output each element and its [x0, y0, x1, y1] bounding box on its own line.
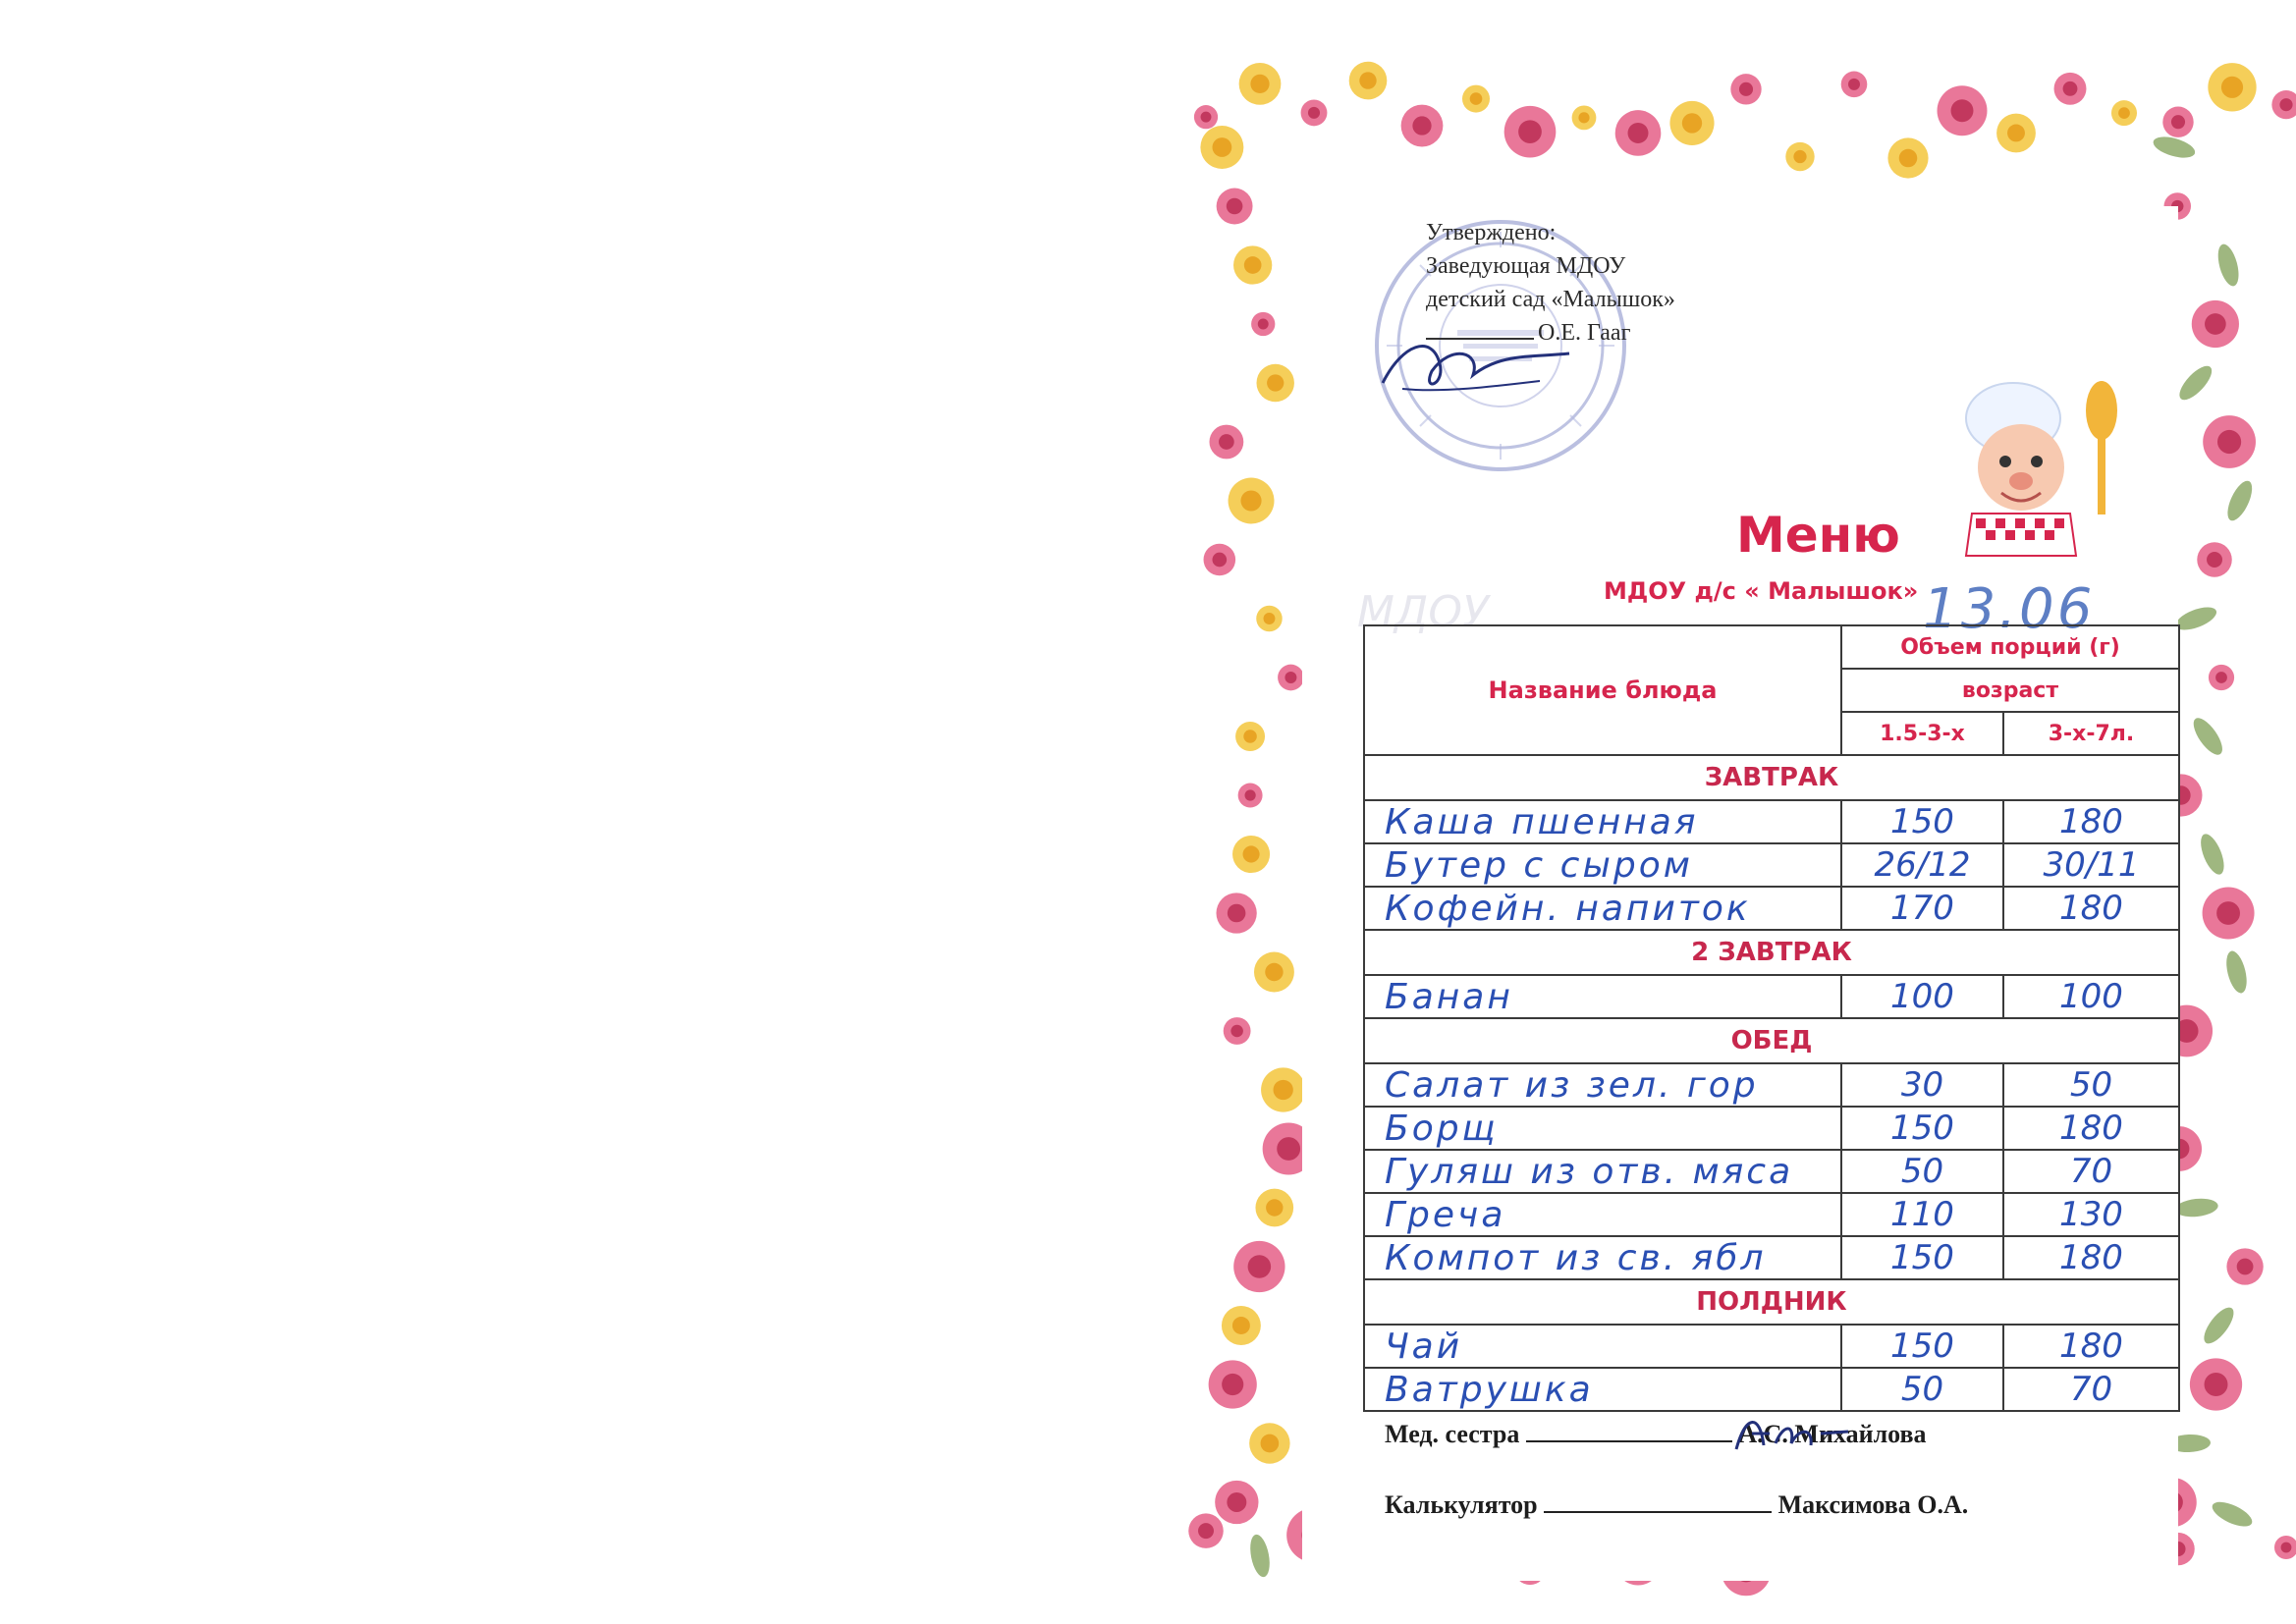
flower-motif	[1233, 1241, 1285, 1292]
approval-name: О.Е. Гааг	[1538, 320, 1631, 346]
portion-young: 150	[1841, 1325, 2003, 1368]
flower-motif	[1217, 189, 1253, 225]
flower-motif	[1669, 101, 1714, 145]
portion-young: 30	[1841, 1063, 2003, 1107]
handwritten-date: 13.06	[1923, 577, 2096, 641]
flower-motif	[1256, 364, 1293, 402]
flower-motif	[1256, 606, 1282, 631]
header-age-col2: 3-х-7л.	[2003, 712, 2179, 755]
dish-name: Салат из зел. гор	[1364, 1063, 1841, 1107]
dish-row	[1364, 1063, 2179, 1107]
portion-older: 130	[2003, 1193, 2179, 1236]
flower-motif	[2190, 1358, 2242, 1410]
portion-young: 150	[1841, 1107, 2003, 1150]
dish-name: Ватрушка	[1364, 1368, 1841, 1411]
flower-motif	[1233, 245, 1272, 284]
dish-row	[1364, 843, 2179, 887]
dish-name: Гуляш из отв. мяса	[1364, 1150, 1841, 1193]
flower-motif	[2208, 63, 2256, 111]
portion-older: 180	[2003, 1325, 2179, 1368]
portion-young: 170	[1841, 887, 2003, 930]
section-row	[1364, 1018, 2179, 1063]
section-title: 2 ЗАВТРАК	[1364, 930, 2179, 975]
flower-motif	[1996, 114, 2036, 153]
flower-motif	[1224, 1017, 1251, 1045]
flower-motif	[2214, 242, 2243, 288]
flower-motif	[1462, 85, 1490, 113]
header-volume: Объем порций (г)	[1841, 625, 2179, 669]
flower-motif	[1261, 1067, 1305, 1111]
flower-motif	[1251, 312, 1275, 336]
section-title: ПОЛДНИК	[1364, 1279, 2179, 1325]
chef-illustration	[1942, 371, 2139, 558]
calc-role: Калькулятор	[1385, 1490, 1538, 1519]
dish-name: Чай	[1364, 1325, 1841, 1368]
flower-motif	[1216, 893, 1256, 933]
dish-row	[1364, 1193, 2179, 1236]
flower-motif	[1615, 110, 1662, 156]
portion-older: 70	[2003, 1150, 2179, 1193]
flower-motif	[1194, 105, 1218, 129]
header-row-1	[1364, 625, 2179, 669]
section-row	[1364, 930, 2179, 975]
dish-name: Кофейн. напиток	[1364, 887, 1841, 930]
flower-motif	[1254, 952, 1294, 993]
dish-row	[1364, 1236, 2179, 1279]
dish-name: Греча	[1364, 1193, 1841, 1236]
portion-older: 180	[2003, 887, 2179, 930]
flower-motif	[1572, 105, 1597, 130]
flower-motif	[1209, 425, 1243, 460]
menu-title: Меню	[1736, 507, 1900, 564]
section-row	[1364, 755, 2179, 800]
section-title: ОБЕД	[1364, 1018, 2179, 1063]
dish-row	[1364, 1107, 2179, 1150]
flower-motif	[1209, 1360, 1257, 1408]
calc-signature-line	[1544, 1511, 1772, 1513]
nurse-role: Мед. сестра	[1385, 1420, 1520, 1448]
flower-motif	[2199, 1303, 2239, 1348]
flower-motif	[1938, 85, 1988, 135]
flower-motif	[1247, 1533, 1273, 1579]
header-age: возраст	[1841, 669, 2179, 712]
flower-motif	[2196, 831, 2228, 878]
portion-older: 180	[2003, 1236, 2179, 1279]
nurse-signature-line	[1526, 1440, 1732, 1442]
menu-table	[1363, 624, 2180, 1412]
nurse-name: А.С. Михайлова	[1738, 1420, 1927, 1448]
flower-motif	[2197, 542, 2232, 577]
flower-motif	[2162, 107, 2193, 137]
flower-motif	[2274, 1536, 2296, 1559]
dish-row	[1364, 800, 2179, 843]
header-dish: Название блюда	[1364, 625, 1841, 755]
flower-motif	[1200, 126, 1243, 169]
flower-motif	[1301, 99, 1328, 126]
flower-motif	[1235, 722, 1265, 751]
menu-sheet	[1176, 29, 2296, 1624]
flower-motif	[2222, 477, 2257, 523]
flower-motif	[2111, 100, 2137, 126]
flower-motif	[1278, 665, 1304, 691]
portion-older: 180	[2003, 800, 2179, 843]
portion-older: 70	[2003, 1368, 2179, 1411]
flower-motif	[1204, 544, 1236, 576]
portion-young: 150	[1841, 1236, 2003, 1279]
approval-line-2: Заведующая МДОУ	[1426, 253, 1626, 279]
flower-motif	[1239, 63, 1282, 105]
dish-row	[1364, 1325, 2179, 1368]
flower-motif	[2226, 1248, 2263, 1284]
portion-older: 30/11	[2003, 843, 2179, 887]
flower-motif	[2209, 1497, 2255, 1532]
portion-older: 50	[2003, 1063, 2179, 1107]
flower-motif	[1238, 784, 1263, 808]
flower-motif	[2174, 1197, 2219, 1219]
flower-motif	[2209, 665, 2234, 690]
header-age-col1: 1.5-3-х	[1841, 712, 2003, 755]
portion-young: 50	[1841, 1368, 2003, 1411]
flower-motif	[1349, 62, 1388, 100]
flower-motif	[1229, 478, 1275, 524]
dish-row	[1364, 975, 2179, 1018]
portion-older: 180	[2003, 1107, 2179, 1150]
portion-young: 50	[1841, 1150, 2003, 1193]
flower-motif	[1188, 1513, 1224, 1548]
flower-motif	[1785, 142, 1814, 171]
section-title: ЗАВТРАК	[1364, 755, 2179, 800]
portion-young: 26/12	[1841, 843, 2003, 887]
flower-motif	[1215, 1481, 1258, 1524]
dish-name: Компот из св. ябл	[1364, 1236, 1841, 1279]
portion-young: 110	[1841, 1193, 2003, 1236]
flower-motif	[1401, 105, 1444, 147]
flower-motif	[1730, 74, 1761, 104]
portion-young: 100	[1841, 975, 2003, 1018]
flower-motif	[2174, 361, 2216, 405]
dish-name: Банан	[1364, 975, 1841, 1018]
nurse-signature	[1726, 1404, 1854, 1463]
portion-young: 150	[1841, 800, 2003, 843]
approval-line-1: Утверждено:	[1426, 220, 1557, 245]
flower-motif	[2203, 415, 2256, 468]
portion-older: 100	[2003, 975, 2179, 1018]
calc-name: Максимова О.А.	[1777, 1490, 1969, 1519]
flower-motif	[2203, 888, 2255, 940]
flower-motif	[1222, 1306, 1261, 1345]
flower-motif	[2222, 948, 2250, 995]
flower-motif	[2192, 300, 2239, 348]
section-row	[1364, 1279, 2179, 1325]
flower-motif	[1249, 1423, 1289, 1463]
flower-motif	[1255, 1189, 1293, 1227]
calc-signature-row	[1385, 1490, 1968, 1520]
flower-motif	[1232, 836, 1270, 873]
flower-motif	[1887, 137, 1928, 178]
dish-name: Бутер с сыром	[1364, 843, 1841, 887]
menu-subtitle: МДОУ д/с « Малышок»	[1604, 577, 1919, 605]
flower-motif	[1504, 106, 1557, 158]
flower-motif	[2271, 90, 2296, 119]
flower-motif	[1841, 72, 1868, 98]
flower-motif	[2054, 73, 2087, 105]
director-signature	[1363, 324, 1589, 403]
flower-motif	[2188, 714, 2227, 759]
approval-line-3: детский сад «Малышок»	[1426, 287, 1675, 312]
dish-name: Каша пшенная	[1364, 800, 1841, 843]
dish-row	[1364, 887, 2179, 930]
dish-name: Борщ	[1364, 1107, 1841, 1150]
faint-handwriting: МДОУ	[1357, 587, 1489, 637]
dish-row	[1364, 1150, 2179, 1193]
flower-motif	[2151, 133, 2197, 161]
